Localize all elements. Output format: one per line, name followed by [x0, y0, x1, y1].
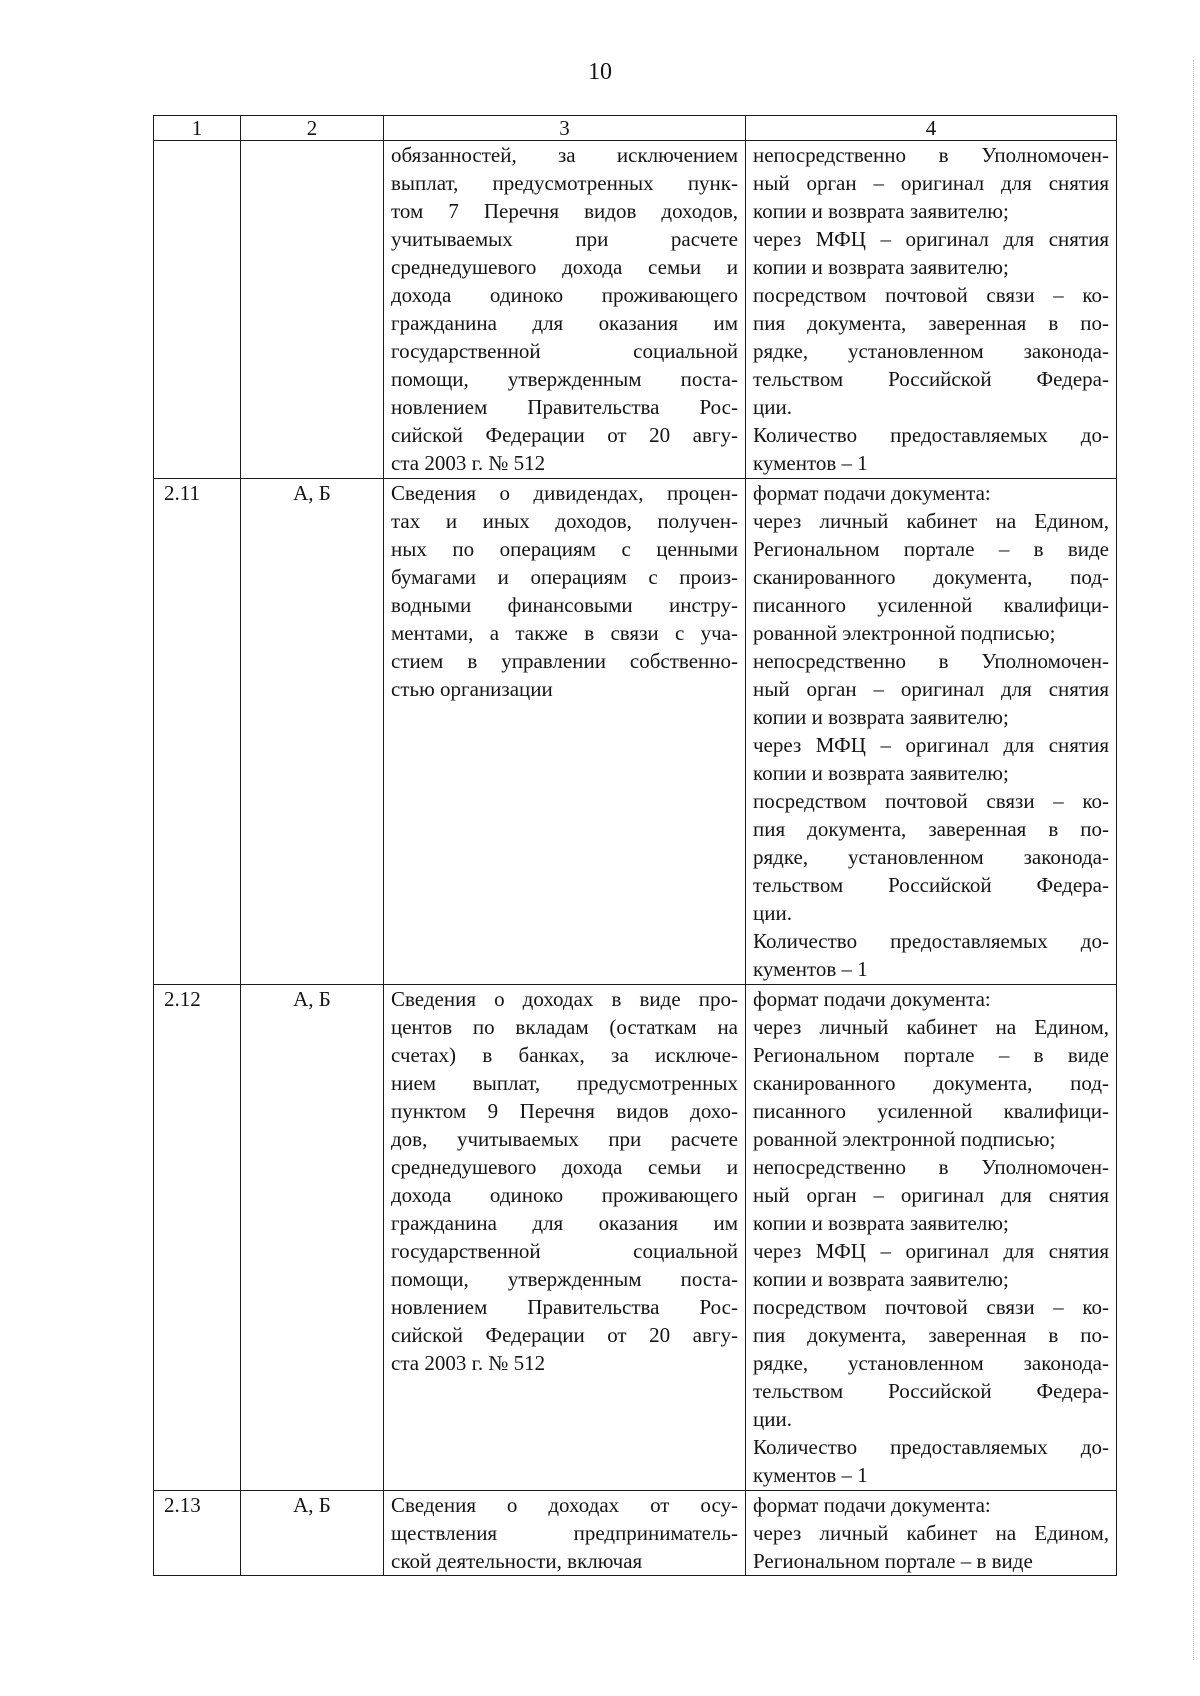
- text-line: среднедушевого дохода семьи и: [391, 255, 738, 279]
- text-line: ществления предприниматель-: [391, 1521, 738, 1545]
- text-line: кументов – 1: [753, 957, 868, 981]
- text-line: помощи, утвержденным поста-: [391, 1267, 738, 1291]
- text-line: сканированного документа, под-: [753, 1071, 1109, 1095]
- cell-document-description: [384, 1491, 746, 1576]
- text-line: посредством почтовой связи – ко-: [753, 283, 1109, 307]
- text-line: дохода одиноко проживающего: [391, 1183, 738, 1207]
- text-line: тах и иных доходов, получен-: [391, 509, 738, 533]
- table-header-row: [154, 116, 1117, 141]
- text-line: центов по вкладам (остаткам на: [391, 1015, 738, 1039]
- cell-submission-method: [746, 479, 1117, 985]
- text-line: писанного усиленной квалифици-: [753, 1099, 1109, 1123]
- text-line: водными финансовыми инстру-: [391, 593, 738, 617]
- text-line: кументов – 1: [753, 1463, 868, 1487]
- text-line: ции.: [753, 901, 792, 925]
- text-line: бумагами и операциям с произ-: [391, 565, 738, 589]
- cell-document-description: [384, 479, 746, 985]
- column-header-2: 2: [241, 116, 384, 141]
- text-line: кументов – 1: [753, 451, 868, 475]
- text-line: Сведения о доходах от осу-: [391, 1493, 738, 1517]
- cell-document-description: [384, 141, 746, 479]
- text-line: непосредственно в Уполномочен-: [753, 1155, 1109, 1179]
- text-line: тельством Российской Федера-: [753, 873, 1109, 897]
- text-line: Региональном портале – в виде: [753, 1043, 1109, 1067]
- document-table: [153, 115, 1117, 1576]
- text-line: посредством почтовой связи – ко-: [753, 1295, 1109, 1319]
- text-line: ный орган – оригинал для снятия: [753, 1183, 1109, 1207]
- text-line: новлением Правительства Рос-: [391, 395, 738, 419]
- text-line: пия документа, заверенная в по-: [753, 1323, 1109, 1347]
- text-line: сийской Федерации от 20 авгу-: [391, 1323, 738, 1347]
- text-line: копии и возврата заявителю;: [753, 199, 1009, 223]
- text-line: стью организации: [391, 677, 553, 701]
- text-line: ста 2003 г. № 512: [391, 1351, 546, 1375]
- text-line: обязанностей, за исключением: [391, 143, 738, 167]
- text-line: дов, учитываемых при расчете: [391, 1127, 738, 1151]
- text-line: государственной социальной: [391, 339, 738, 363]
- text-line: через МФЦ – оригинал для снятия: [753, 1239, 1109, 1263]
- text-line: сийской Федерации от 20 авгу-: [391, 423, 738, 447]
- text-line: ный орган – оригинал для снятия: [753, 677, 1109, 701]
- cell-item-number: 2.11: [154, 479, 241, 985]
- text-line: рованной электронной подписью;: [753, 621, 1056, 645]
- text-line: новлением Правительства Рос-: [391, 1295, 738, 1319]
- text-line: пия документа, заверенная в по-: [753, 817, 1109, 841]
- table-row: [154, 479, 1117, 985]
- text-line: ской деятельности, включая: [391, 1549, 643, 1573]
- text-line: сканированного документа, под-: [753, 565, 1109, 589]
- text-line: через МФЦ – оригинал для снятия: [753, 733, 1109, 757]
- text-line: копии и возврата заявителю;: [753, 761, 1009, 785]
- column-header-3: 3: [384, 116, 746, 141]
- text-line: непосредственно в Уполномочен-: [753, 143, 1109, 167]
- text-line: непосредственно в Уполномочен-: [753, 649, 1109, 673]
- text-line: гражданина для оказания им: [391, 1211, 738, 1235]
- cell-submission-method: [746, 141, 1117, 479]
- text-line: Количество предоставляемых до-: [753, 1435, 1109, 1459]
- text-line: тельством Российской Федера-: [753, 1379, 1109, 1403]
- cell-item-number: [154, 141, 241, 479]
- text-line: счетах) в банках, за исключе-: [391, 1043, 738, 1067]
- text-line: пия документа, заверенная в по-: [753, 311, 1109, 335]
- text-line: писанного усиленной квалифици-: [753, 593, 1109, 617]
- text-line: тельством Российской Федера-: [753, 367, 1109, 391]
- text-line: формат подачи документа:: [753, 987, 991, 1011]
- text-line: рядке, установленном законода-: [753, 1351, 1109, 1375]
- text-line: через личный кабинет на Едином,: [753, 509, 1109, 533]
- text-line: нием выплат, предусмотренных: [391, 1071, 738, 1095]
- text-line: помощи, утвержденным поста-: [391, 367, 738, 391]
- cell-item-number: 2.13: [154, 1491, 241, 1576]
- table-row: [154, 1491, 1117, 1576]
- text-line: формат подачи документа:: [753, 481, 991, 505]
- cell-document-description: [384, 985, 746, 1491]
- text-line: Сведения о доходах в виде про-: [391, 987, 738, 1011]
- text-line: дохода одиноко проживающего: [391, 283, 738, 307]
- text-line: через личный кабинет на Едином,: [753, 1015, 1109, 1039]
- cell-category: [241, 141, 384, 479]
- table-body: [154, 141, 1117, 1576]
- text-line: копии и возврата заявителю;: [753, 255, 1009, 279]
- text-line: копии и возврата заявителю;: [753, 705, 1009, 729]
- cell-item-number: 2.12: [154, 985, 241, 1491]
- text-line: государственной социальной: [391, 1239, 738, 1263]
- cell-submission-method: [746, 985, 1117, 1491]
- text-line: рядке, установленном законода-: [753, 845, 1109, 869]
- text-line: ции.: [753, 1407, 792, 1431]
- text-line: копии и возврата заявителю;: [753, 1211, 1009, 1235]
- cell-category: А, Б: [241, 479, 384, 985]
- cell-category: А, Б: [241, 1491, 384, 1576]
- table-row: [154, 141, 1117, 479]
- text-line: Количество предоставляемых до-: [753, 423, 1109, 447]
- text-line: гражданина для оказания им: [391, 311, 738, 335]
- text-line: формат подачи документа:: [753, 1493, 991, 1517]
- text-line: через МФЦ – оригинал для снятия: [753, 227, 1109, 251]
- text-line: учитываемых при расчете: [391, 227, 738, 251]
- scan-margin-dots: [1192, 60, 1194, 1660]
- text-line: Региональном портале – в виде: [753, 1549, 1033, 1573]
- text-line: среднедушевого дохода семьи и: [391, 1155, 738, 1179]
- text-line: том 7 Перечня видов доходов,: [391, 199, 738, 223]
- text-line: Сведения о дивидендах, процен-: [391, 481, 738, 505]
- text-line: ментами, а также в связи с уча-: [391, 621, 738, 645]
- table-row: [154, 985, 1117, 1491]
- text-line: ции.: [753, 395, 792, 419]
- cell-category: А, Б: [241, 985, 384, 1491]
- column-header-4: 4: [746, 116, 1117, 141]
- text-line: Региональном портале – в виде: [753, 537, 1109, 561]
- text-line: ных по операциям с ценными: [391, 537, 738, 561]
- text-line: посредством почтовой связи – ко-: [753, 789, 1109, 813]
- text-line: выплат, предусмотренных пунк-: [391, 171, 738, 195]
- text-line: копии и возврата заявителю;: [753, 1267, 1009, 1291]
- text-line: ный орган – оригинал для снятия: [753, 171, 1109, 195]
- text-line: ста 2003 г. № 512: [391, 451, 546, 475]
- page-number: 10: [588, 59, 612, 85]
- cell-submission-method: [746, 1491, 1117, 1576]
- column-header-1: 1: [154, 116, 241, 141]
- text-line: Количество предоставляемых до-: [753, 929, 1109, 953]
- text-line: рядке, установленном законода-: [753, 339, 1109, 363]
- text-line: пунктом 9 Перечня видов дохо-: [391, 1099, 738, 1123]
- text-line: стием в управлении собственно-: [391, 649, 738, 673]
- text-line: рованной электронной подписью;: [753, 1127, 1056, 1151]
- text-line: через личный кабинет на Едином,: [753, 1521, 1109, 1545]
